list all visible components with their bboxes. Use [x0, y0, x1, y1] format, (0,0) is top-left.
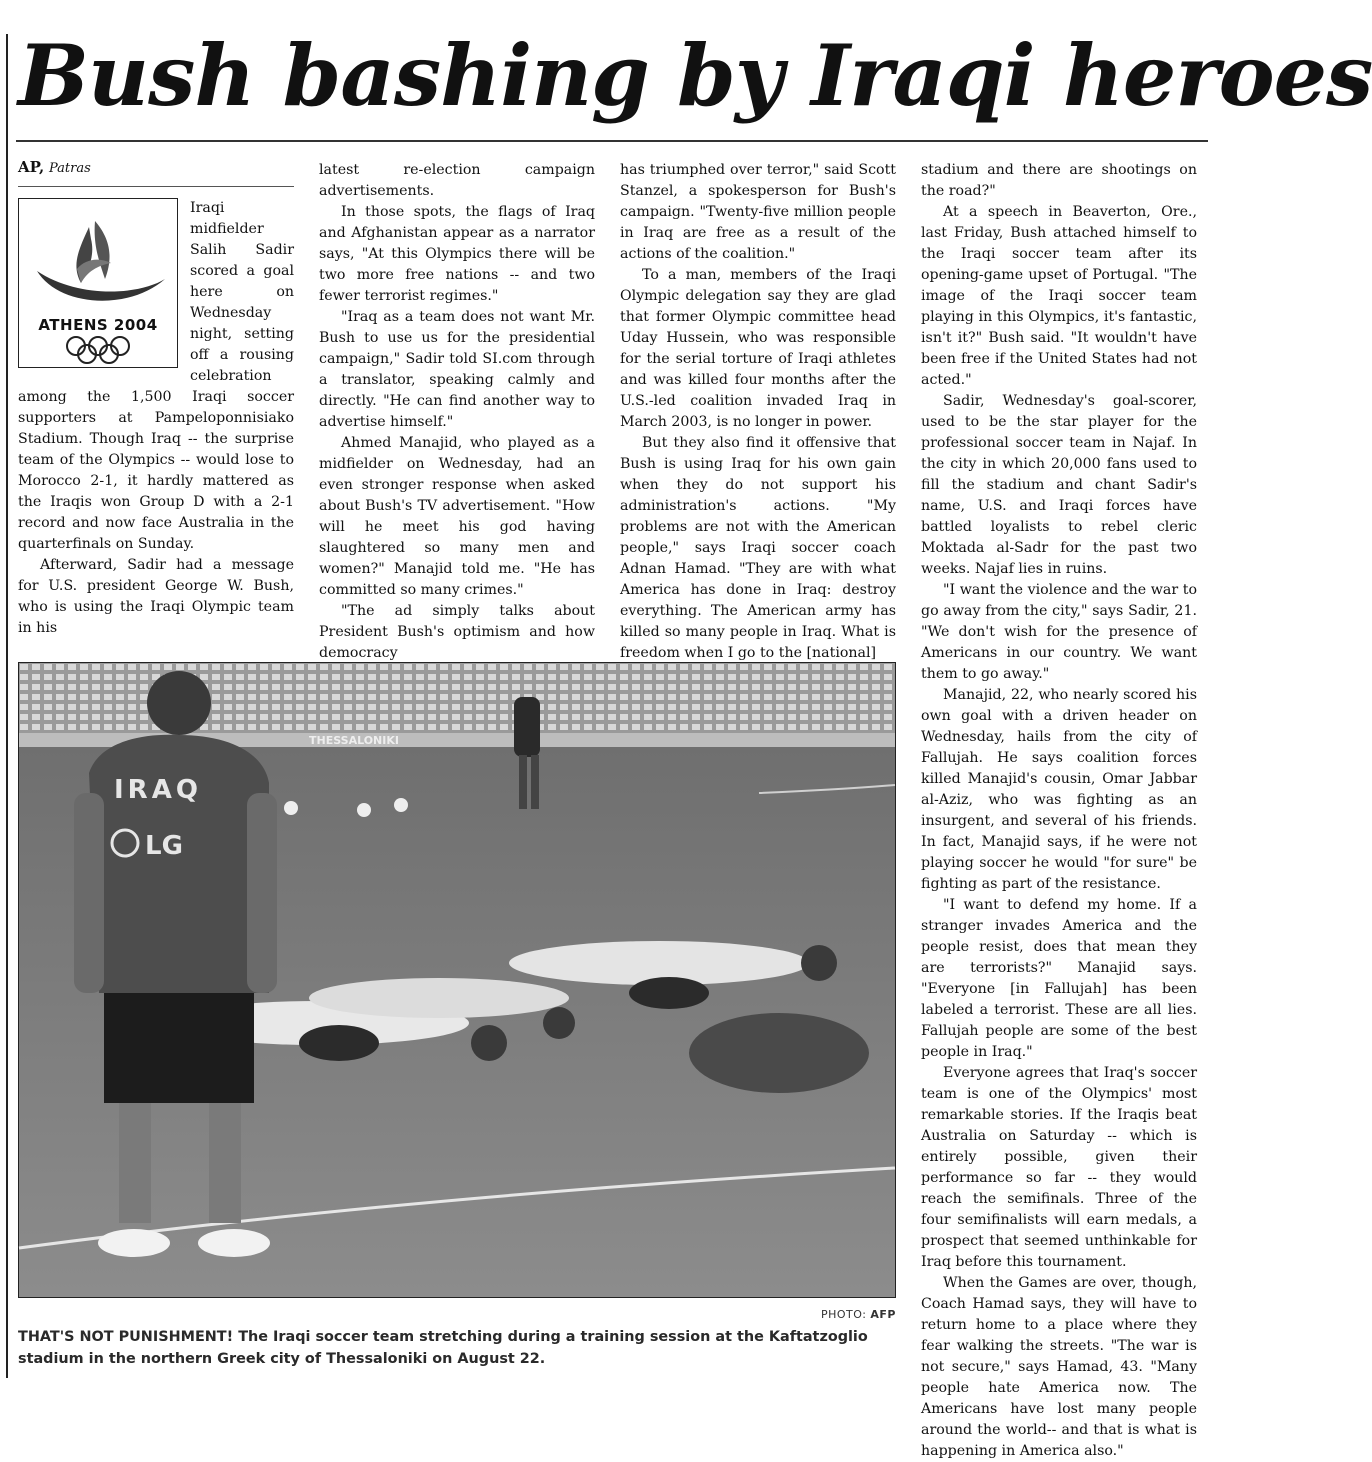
- paragraph: In those spots, the flags of Iraq and Afghanistan appear as a narrator says, "At this Olympics there will be two more free nations -- and two fewer terrorist regimes.": [319, 204, 595, 304]
- stadium-sign: THESSALONIKI: [309, 734, 399, 747]
- paragraph: But they also find it offensive that Bush is using Iraq for his own gain when they do not support his administration's actions. "My problems are not with the American people," says Iraqi soccer coach Adnan Hamad. "They are with what America has done in Iraq: destroy everything. The American army has killed so many people in Iraq. What is freedom when I go to the [national]: [620, 435, 896, 661]
- photo-credit: [700, 1308, 896, 1321]
- athens-2004-logo: [18, 198, 178, 368]
- page-left-rule: [6, 34, 8, 1378]
- byline-agency: AP,: [18, 158, 45, 176]
- shirt-text: IRAQ: [114, 775, 202, 805]
- paragraph: Iraqi midfielder Salih Sadir scored a goal here on Wednesday night, setting off a rousing celebration among the 1,500 Iraqi soccer supporters at Pampeloponnisiako Stadium. Though Iraq -- the surprise team of the Olympics -- would lose to Morocco 2-1, it hardly mattered as the Iraqis won Group D with a 2-1 record and now face Australia in the quarterfinals on Sunday.: [18, 200, 294, 552]
- paragraph: "I want to defend my home. If a stranger invades America and the people resist, does that mean they are terrorists?" Manajid says. "Everyone [in Fallujah] has been labeled a terrorist. These are all lies. Fallujah people are some of the best people in Iraq.": [921, 897, 1197, 1060]
- training-session-photo: [19, 663, 895, 1297]
- byline-rule: [18, 186, 294, 187]
- headline: Bush bashing by Iraqi heroes: [18, 26, 1372, 125]
- paragraph: At a speech in Beaverton, Ore., last Friday, Bush attached himself to the Iraqi soccer team after its opening-game upset of Portugal. "The image of the Iraqi soccer team playing in this Olympics, it's fantastic, isn't it?" Bush said. "It wouldn't have been free if the United States had not acted.": [921, 204, 1197, 388]
- paragraph: "Iraq as a team does not want Mr. Bush to use us for the presidential campaign," Sadir told SI.com through a translator, speaking calmly and directly. "He can find another way to advertise himself.": [319, 309, 595, 430]
- paragraph: When the Games are over, though, Coach Hamad says, they will have to return home to a place where they fear walking the streets. "The war is not secure," says Hamad, 43. "Many people hate America now. The Americans have lost many people around the world-- and that is what is happening in America also.": [921, 1275, 1197, 1459]
- paragraph: To a man, members of the Iraqi Olympic delegation say they are glad that former Olympic committee head Uday Hussein, who was responsible for the serial torture of Iraqi athletes and was killed four months after the U.S.-led coalition invaded Iraq in March 2003, is no longer in power.: [620, 267, 896, 430]
- paragraph: Manajid, 22, who nearly scored his own goal with a driven header on Wednesday, hails from the city of Fallujah. He says coalition forces killed Manajid's cousin, Omar Jabbar al-Aziz, who was fighting as an insurgent, and several of his friends. In fact, Manajid says, if he were not playing soccer he would "for sure" be fighting as part of the resistance.: [921, 687, 1197, 892]
- news-photo: [18, 662, 896, 1298]
- paragraph: "I want the violence and the war to go away from the city," says Sadir, 21. "We don't wish for the presence of Americans in our country. We want them to go away.": [921, 582, 1197, 682]
- article-column-4: [921, 160, 1197, 1462]
- paragraph: Sadir, Wednesday's goal-scorer, used to be the star player for the professional soccer team in Najaf. In the city in which 20,000 fans used to fill the stadium and chant Sadir's name, U.S. and Iraqi forces have battled loyalists to rebel cleric Moktada al-Sadr for the past two weeks. Najaf lies in ruins.: [921, 393, 1197, 577]
- olympic-rings-icon: [67, 337, 129, 363]
- sponsor-logo: LG: [145, 831, 183, 861]
- article-column-3: [620, 160, 896, 664]
- paragraph: latest re-election campaign advertisements.: [319, 162, 595, 199]
- logo-text: ATHENS 2004: [38, 316, 158, 334]
- photo-credit-label: PHOTO:: [820, 1308, 867, 1321]
- paragraph: Afterward, Sadir had a message for U.S. president George W. Bush, who is using the Iraqi Olympic team in his: [18, 557, 294, 636]
- byline: [18, 158, 91, 176]
- paragraph: Everyone agrees that Iraq's soccer team is one of the Olympics' most remarkable stories. If the Iraqis beat Australia on Saturday -- which is entirely possible, given their performance so far -- they would reach the semifinals. Three of the four semifinalists will earn medals, a prospect that seemed unthinkable for Iraq before this tournament.: [921, 1065, 1197, 1270]
- byline-place: Patras: [49, 161, 91, 176]
- paragraph: stadium and there are shootings on the road?": [921, 162, 1197, 199]
- article-column-1: [18, 198, 294, 639]
- paragraph: "The ad simply talks about President Bush's optimism and how democracy: [319, 603, 595, 661]
- paragraph: Ahmed Manajid, who played as a midfielder on Wednesday, had an even stronger response when asked about Bush's TV advertisement. "How will he meet his god having slaughtered so many men and women?" Manajid told me. "He has committed so many crimes.": [319, 435, 595, 598]
- photo-caption: THAT'S NOT PUNISHMENT! The Iraqi soccer team stretching during a training session at the Kaftatzoglio stadium in the northern Greek city of Thessaloniki on August 22.: [18, 1329, 868, 1367]
- photo-credit-source: AFP: [870, 1308, 896, 1321]
- headline-rule: [16, 140, 1208, 142]
- article-column-2: [319, 160, 595, 664]
- athens-2004-emblem-icon: [19, 199, 177, 367]
- paragraph: has triumphed over terror," said Scott Stanzel, a spokesperson for Bush's campaign. "Twenty-five million people in Iraq are free as a result of the actions of the coalition.": [620, 162, 896, 262]
